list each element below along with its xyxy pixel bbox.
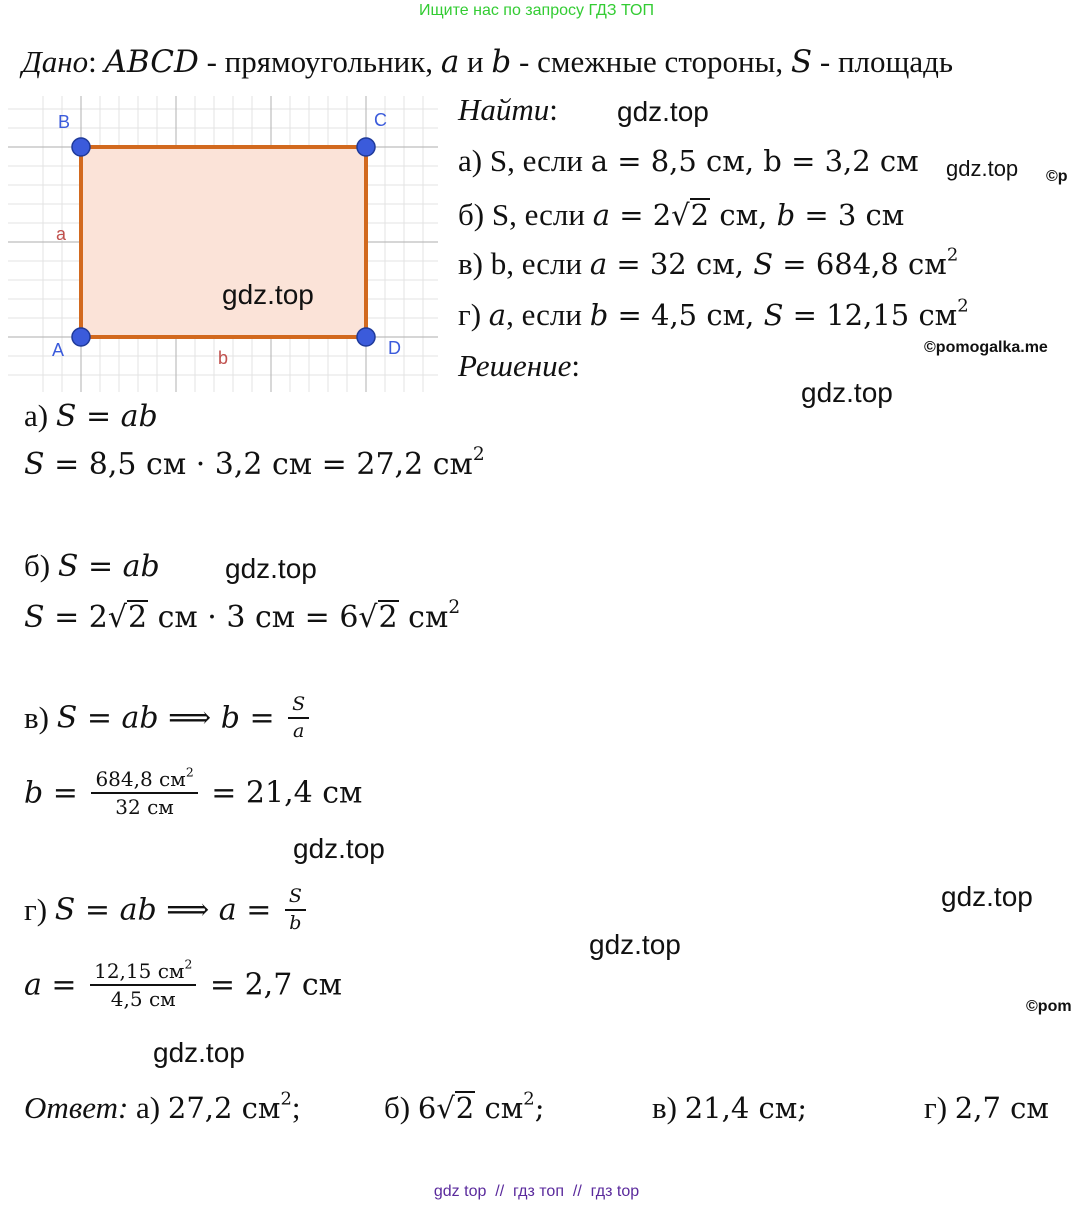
watermark-gdz-7: gdz.top	[153, 1037, 245, 1068]
watermark-copy-p: ©p	[1046, 168, 1068, 185]
answer-line: Ответ: а) 27,2 $см^2$;	[24, 1088, 301, 1125]
solution-b-calc: S = 2√2 см · 3 см = 6√2 $см^2$	[24, 597, 461, 635]
vertex-b	[72, 138, 90, 156]
label-a: A	[52, 340, 65, 360]
answer-g: г) 2,7 см	[924, 1090, 1049, 1125]
find-item-g: г) a, если b = 4,5 см, S = 12,15 $см^2$	[458, 295, 969, 332]
solution-v-calc: b = $\frac{684,8 см^2}{32 см}$ = 21,4 см	[24, 764, 363, 819]
watermark-gdz-small: gdz.top	[946, 156, 1019, 181]
solution-g-calc: a = $\frac{12,15 см^2}{4,5 см}$ = 2,7 см	[24, 956, 342, 1011]
frac-s-over-b: $\frac{S}{b}$	[285, 886, 306, 934]
label-c: C	[374, 110, 387, 130]
footer-links[interactable]: gdz top // гдз топ // гдз top	[433, 1183, 640, 1200]
answer-v: в) 21,4 см;	[652, 1090, 808, 1125]
rectangle-figure	[8, 96, 438, 392]
solution-b-formula: б) S = ab	[24, 548, 160, 584]
label-side-b: b	[218, 348, 229, 368]
given-a: a	[440, 44, 460, 80]
given-line: Дано: ABCD - прямоугольник, a и b - смежные стороны, S - площадь	[22, 44, 954, 80]
given-s: S	[790, 44, 813, 80]
given-abcd: ABCD	[104, 44, 199, 80]
vertex-a	[72, 328, 90, 346]
given-label: Дано	[22, 44, 89, 79]
given-text3: - площадь	[812, 44, 954, 79]
find-item-v: в) b, если a = 32 см, S = 684,8 $см^2$	[458, 244, 959, 281]
find-label: Найти:	[458, 92, 558, 127]
solution-a-calc: S = 8,5 см · 3,2 см = 27,2 $см^2$	[24, 444, 485, 482]
given-text1: - прямоугольник,	[198, 44, 441, 79]
top-banner[interactable]: Ищите нас по запросу ГДЗ ТОП	[419, 2, 654, 19]
label-b: B	[58, 112, 71, 132]
watermark-gdz-2: gdz.top	[801, 377, 893, 408]
vertex-d	[357, 328, 375, 346]
label-side-a: a	[56, 224, 67, 244]
frac-s-over-a: $\frac{S}{a}$	[288, 694, 309, 742]
find-item-a: а) S, если a = 8,5 см, b = 3,2 см	[458, 143, 919, 178]
given-text2: - смежные стороны,	[511, 44, 791, 79]
watermark-gdz-5: gdz.top	[941, 881, 1033, 912]
watermark-gdz-6: gdz.top	[589, 929, 681, 960]
answer-label: Ответ:	[24, 1090, 129, 1125]
solution-v-formula: в) S = ab ⟹ b = $\frac{S}{a}$	[24, 694, 313, 742]
watermark-gdz-3: gdz.top	[225, 553, 317, 584]
solution-label: Решение:	[458, 348, 580, 383]
solution-g-formula: г) S = ab ⟹ a = $\frac{S}{b}$	[24, 886, 310, 934]
given-and: и	[459, 44, 492, 79]
watermark-gdz-4: gdz.top	[293, 833, 385, 864]
solution-a-formula: а) S = ab	[24, 398, 158, 434]
watermark-copy-pom: ©pom	[1026, 998, 1072, 1015]
watermark-gdz-1: gdz.top	[617, 96, 709, 127]
watermark-copy-full: ©pomogalka.me	[924, 339, 1048, 356]
given-b: b	[491, 44, 512, 80]
label-d: D	[388, 338, 401, 358]
answer-b: б) 6√2 $см^2$;	[384, 1088, 545, 1125]
vertex-c	[357, 138, 375, 156]
figure-watermark: gdz.top	[222, 279, 314, 310]
find-item-b: б) S, если a = 2√2 см, b = 3 см	[458, 197, 905, 232]
